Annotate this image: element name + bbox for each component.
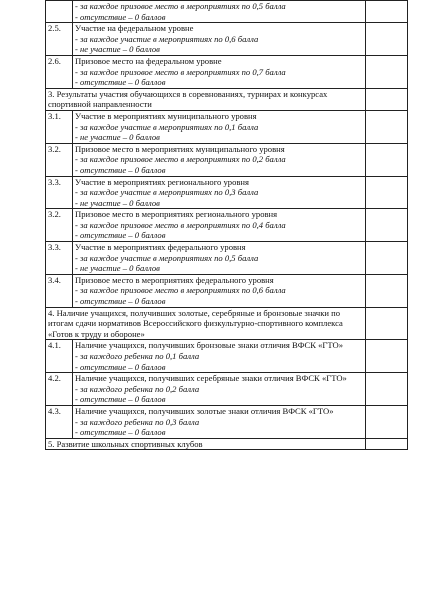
criterion-row [46, 110, 408, 143]
section-title: 3. Результаты участия обучающихся в соревнованиях, турнирах и конкурсах спортивной направленности [48, 88, 328, 110]
scoring-rule: - отсутствие – 0 баллов [75, 394, 166, 405]
criterion-title: Призовое место на федеральном уровне [75, 55, 222, 66]
section-row [46, 438, 408, 450]
criterion-number: 3.3. [46, 176, 73, 209]
criterion-number: 4.3. [46, 405, 73, 438]
scoring-rule: - за каждое участие в мероприятиях по 0,5 балла [75, 252, 259, 263]
criterion-row [46, 405, 408, 438]
score-cell [366, 438, 408, 450]
criterion-description [73, 373, 366, 406]
score-cell [366, 143, 408, 176]
criterion-row [46, 1, 408, 23]
scoring-rule: - за каждое призовое место в мероприятиях по 0,5 балла [75, 1, 286, 11]
scoring-rule: - отсутствие – 0 баллов [75, 361, 166, 372]
scoring-rule: - за каждое призовое место в мероприятиях по 0,4 балла [75, 219, 286, 230]
criterion-description [73, 23, 366, 56]
criterion-row [46, 274, 408, 307]
scoring-rule: - отсутствие – 0 баллов [75, 11, 166, 22]
section-heading [46, 438, 366, 450]
criterion-row [46, 23, 408, 56]
criterion-description [73, 1, 366, 23]
score-cell [366, 1, 408, 23]
section-row [46, 307, 408, 340]
score-cell [366, 373, 408, 406]
scoring-rule: - не участие – 0 баллов [75, 132, 160, 143]
criteria-table [45, 0, 408, 450]
criterion-row [46, 373, 408, 406]
scoring-rule: - за каждое призовое место в мероприятиях по 0,7 балла [75, 66, 286, 77]
criterion-number: 4.1. [46, 340, 73, 373]
criterion-description [73, 340, 366, 373]
criterion-number: 3.2. [46, 209, 73, 242]
score-cell [366, 55, 408, 88]
criterion-title: Участие на федеральном уровне [75, 23, 194, 34]
criterion-number: 2.5. [46, 23, 73, 56]
criterion-number: 3.3. [46, 242, 73, 275]
criterion-number: 4.2. [46, 373, 73, 406]
criterion-number: 3.4. [46, 274, 73, 307]
scoring-rule: - за каждое призовое место в мероприятиях по 0,2 балла [75, 154, 286, 165]
scoring-rule: - не участие – 0 баллов [75, 44, 160, 55]
criterion-description [73, 55, 366, 88]
criterion-description [73, 209, 366, 242]
criterion-row [46, 176, 408, 209]
scoring-rule: - за каждое участие в мероприятиях по 0,1 балла [75, 121, 259, 132]
scoring-rule: - не участие – 0 баллов [75, 197, 160, 208]
criterion-description [73, 176, 366, 209]
scoring-rule: - за каждого ребенка по 0,3 балла [75, 416, 200, 427]
criterion-description [73, 405, 366, 438]
section-heading [46, 307, 366, 340]
score-cell [366, 340, 408, 373]
criterion-title: Участие в мероприятиях федерального уровня [75, 242, 246, 253]
criterion-description [73, 110, 366, 143]
criterion-row [46, 209, 408, 242]
scoring-rule: - отсутствие – 0 баллов [75, 164, 166, 175]
criterion-description [73, 143, 366, 176]
criterion-title: Призовое место в мероприятиях муниципального уровня [75, 143, 285, 154]
section-heading [46, 88, 366, 110]
score-cell [366, 242, 408, 275]
criterion-title: Наличие учащихся, получивших золотые знаки отличия ВФСК «ГТО» [75, 405, 334, 416]
criterion-row [46, 340, 408, 373]
criterion-number: 2.6. [46, 55, 73, 88]
scoring-rule: - за каждого ребенка по 0,1 балла [75, 351, 200, 361]
criterion-row [46, 143, 408, 176]
scoring-rule: - не участие – 0 баллов [75, 263, 160, 274]
section-title: 5. Развитие школьных спортивных клубов [48, 438, 203, 449]
scoring-rule: - за каждого ребенка по 0,2 балла [75, 383, 200, 394]
criterion-number [46, 1, 73, 23]
scoring-rule: - отсутствие – 0 баллов [75, 77, 166, 88]
criterion-title: Участие в мероприятиях муниципального уровня [75, 110, 257, 121]
score-cell [366, 23, 408, 56]
criteria-table-body [46, 1, 408, 450]
scoring-rule: - за каждое призовое место в мероприятиях по 0,6 балла [75, 285, 286, 296]
section-row [46, 88, 408, 110]
scoring-rule: - отсутствие – 0 баллов [75, 427, 166, 438]
criterion-title: Призовое место в мероприятиях регионального уровня [75, 209, 278, 220]
scoring-rule: - за каждое участие в мероприятиях по 0,6 балла [75, 33, 259, 44]
scoring-rule: - отсутствие – 0 баллов [75, 296, 166, 307]
criterion-description [73, 274, 366, 307]
score-cell [366, 110, 408, 143]
score-cell [366, 405, 408, 438]
criterion-title: Наличие учащихся, получивших бронзовые знаки отличия ВФСК «ГТО» [75, 340, 344, 351]
score-cell [366, 88, 408, 110]
criterion-row [46, 242, 408, 275]
score-cell [366, 176, 408, 209]
criterion-title: Наличие учащихся, получивших серебряные знаки отличия ВФСК «ГТО» [75, 373, 347, 384]
scoring-rule: - за каждое участие в мероприятиях по 0,3 балла [75, 187, 259, 198]
section-title: 4. Наличие учащихся, получивших золотые, серебряные и бронзовые значки по итогам сдачи нормативов Всероссийского физкультурно-спортивного комплекса «Готов к труду и обороне» [48, 307, 343, 339]
score-cell [366, 274, 408, 307]
criterion-number: 3.2. [46, 143, 73, 176]
score-cell [366, 209, 408, 242]
criterion-row [46, 55, 408, 88]
criterion-title: Призовое место в мероприятиях федерального уровня [75, 274, 274, 285]
criterion-description [73, 242, 366, 275]
criterion-title: Участие в мероприятиях регионального уровня [75, 176, 249, 187]
scoring-rule: - отсутствие – 0 баллов [75, 230, 166, 241]
criterion-number: 3.1. [46, 110, 73, 143]
score-cell [366, 307, 408, 340]
